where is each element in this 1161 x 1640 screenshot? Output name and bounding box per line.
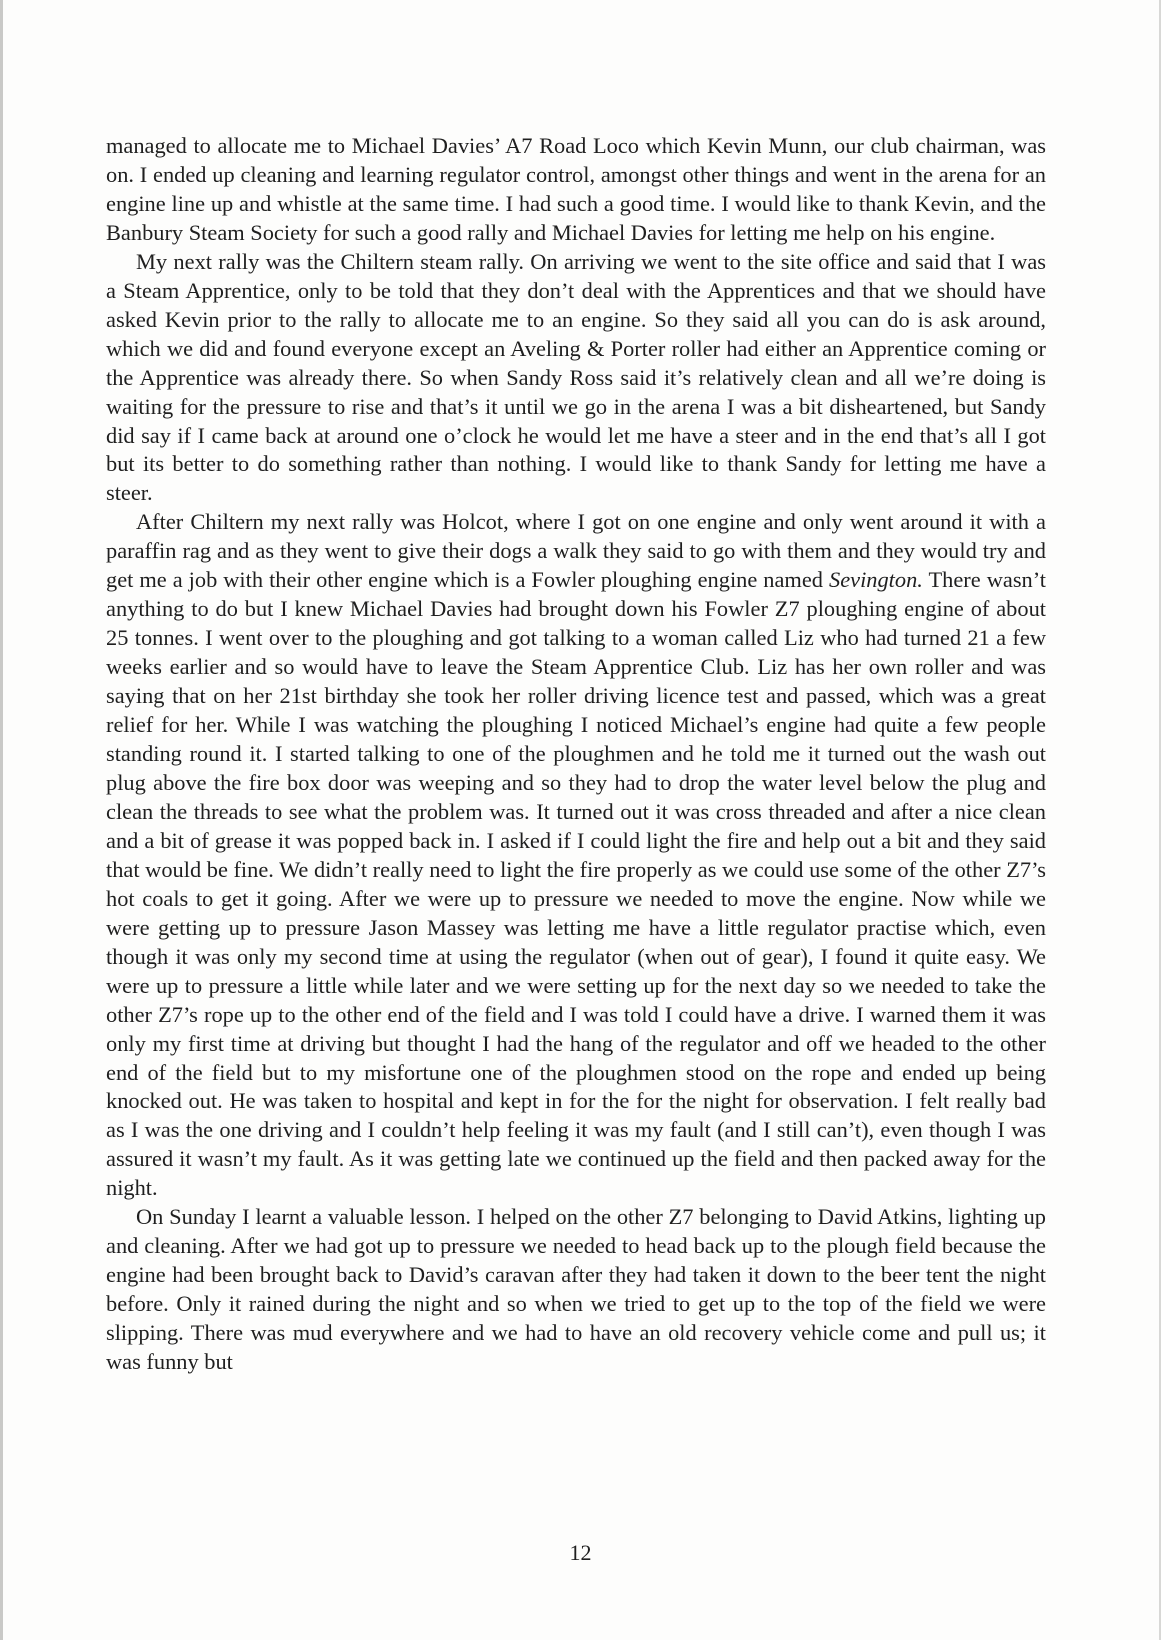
paragraph-3: [106, 508, 1046, 1203]
paragraph-2: My next rally was the Chiltern steam rally. On arriving we went to the site office and said that I was a Steam Apprentice, only to be told that they don’t deal with the Apprentices and that we should have asked Kevin prior to the rally to allocate me to an engine. So they said all you can do is ask around, which we did and found everyone except an Aveling & Porter roller had either an Apprentice coming or the Apprentice was already there. So when Sandy Ross said it’s relatively clean and all we’re doing is waiting for the pressure to rise and that’s it until we go in the arena I was a bit disheartened, but Sandy did say if I came back at around one o’clock he would let me have a steer and in the end that’s all I got but its better to do something rather than nothing. I would like to thank Sandy for letting me have a steer.: [106, 248, 1046, 506]
engine-name-italic: Sevington.: [829, 567, 923, 593]
scan-edge-left: [0, 0, 3, 1640]
paragraph-1: managed to allocate me to Michael Davies’ A7 Road Loco which Kevin Munn, our club chairman, was on. I ended up cleaning and learning regulator control, amongst other things and went in the arena for an engine line up and whistle at the same time. I had such a good time. I would like to thank Kevin, and the Banbury Steam Society for such a good rally and Michael Davies for letting me help on his engine.: [106, 133, 1046, 245]
paragraph-4: On Sunday I learnt a valuable lesson. I helped on the other Z7 belonging to David Atkins, lighting up and cleaning. After we had got up to pressure we needed to head back up to the plough field because the engine had been brought back to David’s caravan after they had taken it down to the beer tent the night before. Only it rained during the night and so when we tried to get up to the top of the field we were slipping. There was mud everywhere and we had to have an old recovery vehicle come and pull us; it was funny but: [106, 1204, 1046, 1375]
paragraph-3-part-2: There wasn’t anything to do but I knew Michael Davies had brought down his Fowler Z7 ploughing engine of about 25 tonnes. I went over to the ploughing and got talking to a woman called Liz who had turned 21 a few weeks earlier and so would have to leave the Steam Apprentice Club. Liz has her own roller and was saying that on her 21st birthday she took her roller driving licence test and passed, which was a great relief for her. While I was watching the ploughing I noticed Michael’s engine had quite a few people standing round it. I started talking to one of the ploughmen and he told me it turned out the wash out plug above the fire box door was weeping and so they had to drop the water level below the plug and clean the threads to see what the problem was. It turned out it was cross threaded and after a nice clean and a bit of grease it was popped back in. I asked if I could light the fire and help out a bit and they said that would be fine. We didn’t really need to light the fire properly as we could use some of the other Z7’s hot coals to get it going. After we were up to pressure we needed to move the engine. Now while we were getting up to pressure Jason Massey was letting me have a little regulator practise which, even though it was only my second time at using the regulator (when out of gear), I found it quite easy. We were up to pressure a little while later and we were setting up for the next day so we needed to take the other Z7’s rope up to the other end of the field and I was told I could have a drive. I warned them it was only my first time at driving but thought I had the hang of the regulator and off we headed to the other end of the field but to my misfortune one of the ploughmen stood on the rope and ended up being knocked out. He was taken to hospital and kept in for the for the night for observation. I felt really bad as I was the one driving and I couldn’t help feeling it was my fault (and I still can’t), even though I was assured it wasn’t my fault. As it was getting late we continued up the field and then packed away for the night.: [106, 567, 1047, 1201]
paragraph-3-part-1: After Chiltern my next rally was Holcot, where I got on one engine and only went around it with a paraffin rag and as they went to give their dogs a walk they said to go with them and they would try and get me a job with their other engine which is a Fowler ploughing engine named: [106, 509, 1046, 593]
page-number: 12: [569, 1540, 592, 1565]
body-text: [106, 132, 1046, 1377]
